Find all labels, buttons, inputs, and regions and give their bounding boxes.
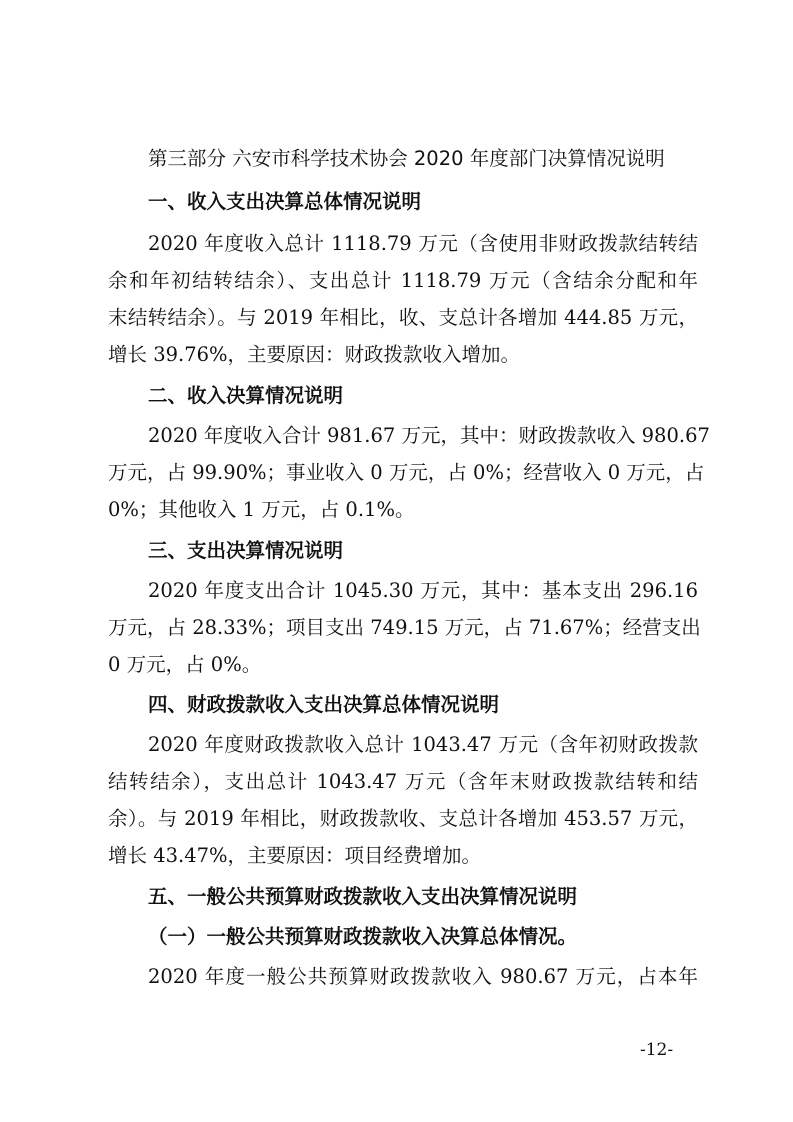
paragraph-line: 2020 年度财政拨款收入总计 1043.47 万元（含年初财政拨款 [148,733,698,756]
page-title: 第三部分 六安市科学技术协会 2020 年度部门决算情况说明 [148,147,665,170]
paragraph-line: 2020 年度支出合计 1045.30 万元，其中：基本支出 296.16 [148,579,698,602]
paragraph-line: 末结转结余）。与 2019 年相比，收、支总计各增加 444.85 万元， [108,306,698,329]
page-number: -12- [640,1040,674,1060]
paragraph-line: 万元，占 99.90%；事业收入 0 万元，占 0%；经营收入 0 万元，占 [108,461,705,484]
section-heading-4: 四、财政拨款收入支出决算总体情况说明 [148,693,500,716]
paragraph-line: 增长 43.47%，主要原因：项目经费增加。 [108,844,482,867]
section-heading-5: 五、一般公共预算财政拨款收入支出决算情况说明 [148,885,578,908]
paragraph-line: 0%；其他收入 1 万元，占 0.1%。 [108,498,415,521]
section-subheading: （一）一般公共预算财政拨款收入决算总体情况。 [148,925,578,948]
paragraph-line: 0 万元，占 0%。 [108,653,262,676]
paragraph-line: 2020 年度收入总计 1118.79 万元（含使用非财政拨款结转结 [148,232,698,255]
section-heading-1: 一、收入支出决算总体情况说明 [148,190,422,213]
paragraph-line: 余和年初结转结余）、支出总计 1118.79 万元（含结余分配和年 [108,269,698,292]
paragraph-line: 2020 年度一般公共预算财政拨款收入 980.67 万元，占本年 [148,965,698,988]
paragraph-line: 万元，占 28.33%；项目支出 749.15 万元，占 71.67%；经营支出 [108,616,701,639]
paragraph-line: 结转结余），支出总计 1043.47 万元（含年末财政拨款结转和结 [108,770,698,793]
section-heading-2: 二、收入决算情况说明 [148,384,344,407]
paragraph-line: 余）。与 2019 年相比，财政拨款收、支总计各增加 453.57 万元， [108,807,698,830]
paragraph-line: 2020 年度收入合计 981.67 万元，其中：财政拨款收入 980.67 [148,424,710,447]
paragraph-line: 增长 39.76%，主要原因：财政拨款收入增加。 [108,343,521,366]
section-heading-3: 三、支出决算情况说明 [148,539,344,562]
